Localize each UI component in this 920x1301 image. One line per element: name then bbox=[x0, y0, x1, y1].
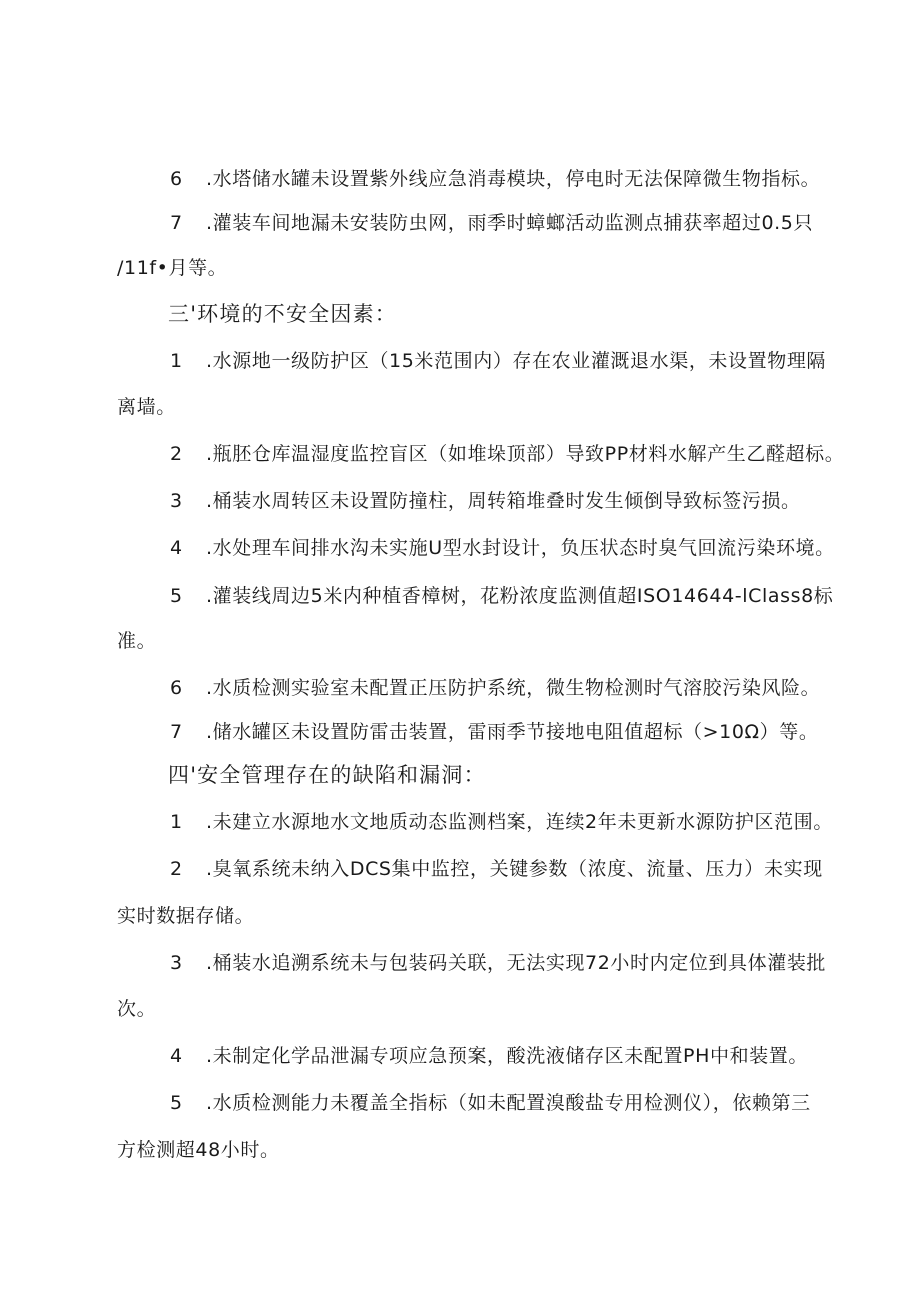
item-text: .桶装水周转区未设置防撞柱，周转箱堆叠时发生倾倒导致标签污损。 bbox=[206, 490, 801, 512]
continuation-line bbox=[117, 256, 227, 280]
section-heading bbox=[168, 302, 397, 326]
item-line bbox=[170, 951, 826, 975]
item-line bbox=[170, 442, 844, 466]
item-line bbox=[170, 857, 823, 881]
item-text: .未建立水源地水文地质动态监测档案，连续2年未更新水源防护区范围。 bbox=[206, 811, 833, 833]
item-text: 方检测超48小时。 bbox=[117, 1139, 280, 1161]
item-text: .储水罐区未设置防雷击装置，雷雨季节接地电阻值超标（>10Ω）等。 bbox=[206, 721, 819, 743]
item-text: 次。 bbox=[117, 998, 157, 1020]
item-text: .桶装水追溯系统未与包装码关联，无法实现72小时内定位到具体灌装批 bbox=[206, 952, 827, 974]
item-line bbox=[170, 720, 818, 744]
item-text: .灌装车间地漏未安装防虫网，雨季时蟑螂活动监测点捕获率超过0.5只 bbox=[206, 212, 814, 234]
item-text: .水处理车间排水沟未实施U型水封设计，负压状态时臭气回流污染环境。 bbox=[206, 537, 835, 559]
item-number: 6 bbox=[170, 677, 183, 699]
item-line bbox=[170, 1091, 811, 1115]
item-number: 6 bbox=[170, 168, 183, 190]
item-text: .灌装线周边5米内种植香樟树，花粉浓度监测值超ISO14644-lClass8标 bbox=[206, 585, 834, 607]
item-number: 5 bbox=[170, 585, 183, 607]
item-number: 2 bbox=[170, 858, 183, 880]
continuation-line bbox=[117, 904, 254, 928]
item-number: 2 bbox=[170, 443, 183, 465]
item-line bbox=[170, 584, 833, 608]
item-text: 准。 bbox=[117, 630, 157, 652]
item-text: /11f•月等。 bbox=[117, 257, 228, 279]
item-number: 5 bbox=[170, 1092, 183, 1114]
item-text: .未制定化学品泄漏专项应急预案，酸洗液储存区未配置PH中和装置。 bbox=[206, 1045, 808, 1067]
item-line bbox=[170, 349, 826, 373]
item-line bbox=[170, 676, 820, 700]
item-number: 3 bbox=[170, 952, 183, 974]
item-text: .水源地一级防护区（15米范围内）存在农业灌溉退水渠，未设置物理隔 bbox=[206, 350, 827, 372]
item-text: 离墙。 bbox=[117, 396, 176, 418]
item-text: .瓶胚仓库温湿度监控盲区（如堆垛顶部）导致PP材料水解产生乙醛超标。 bbox=[206, 443, 845, 465]
section-heading bbox=[168, 763, 486, 787]
item-text: .水塔储水罐未设置紫外线应急消毒模块，停电时无法保障微生物指标。 bbox=[206, 168, 821, 190]
item-text: 实时数据存储。 bbox=[117, 905, 255, 927]
continuation-line bbox=[117, 997, 156, 1021]
section-title: 三'环境的不安全因素： bbox=[168, 302, 397, 326]
item-number: 1 bbox=[170, 811, 183, 833]
item-line bbox=[170, 810, 833, 834]
item-number: 7 bbox=[170, 721, 183, 743]
item-line bbox=[170, 536, 835, 560]
item-line bbox=[170, 211, 813, 235]
item-number: 3 bbox=[170, 490, 183, 512]
item-line bbox=[170, 167, 820, 191]
continuation-line bbox=[117, 395, 176, 419]
continuation-line bbox=[117, 1138, 280, 1162]
item-text: .臭氧系统未纳入DCS集中监控，关键参数（浓度、流量、压力）未实现 bbox=[206, 858, 823, 880]
continuation-line bbox=[117, 629, 156, 653]
item-number: 7 bbox=[170, 212, 183, 234]
section-title: 四'安全管理存在的缺陷和漏洞： bbox=[168, 763, 486, 787]
item-line bbox=[170, 489, 801, 513]
item-text: .水质检测能力未覆盖全指标（如未配置溴酸盐专用检测仪），依赖第三 bbox=[206, 1092, 811, 1114]
item-number: 4 bbox=[170, 537, 183, 559]
item-number: 1 bbox=[170, 350, 183, 372]
item-number: 4 bbox=[170, 1045, 183, 1067]
item-line bbox=[170, 1044, 808, 1068]
item-text: .水质检测实验室未配置正压防护系统，微生物检测时气溶胶污染风险。 bbox=[206, 677, 821, 699]
